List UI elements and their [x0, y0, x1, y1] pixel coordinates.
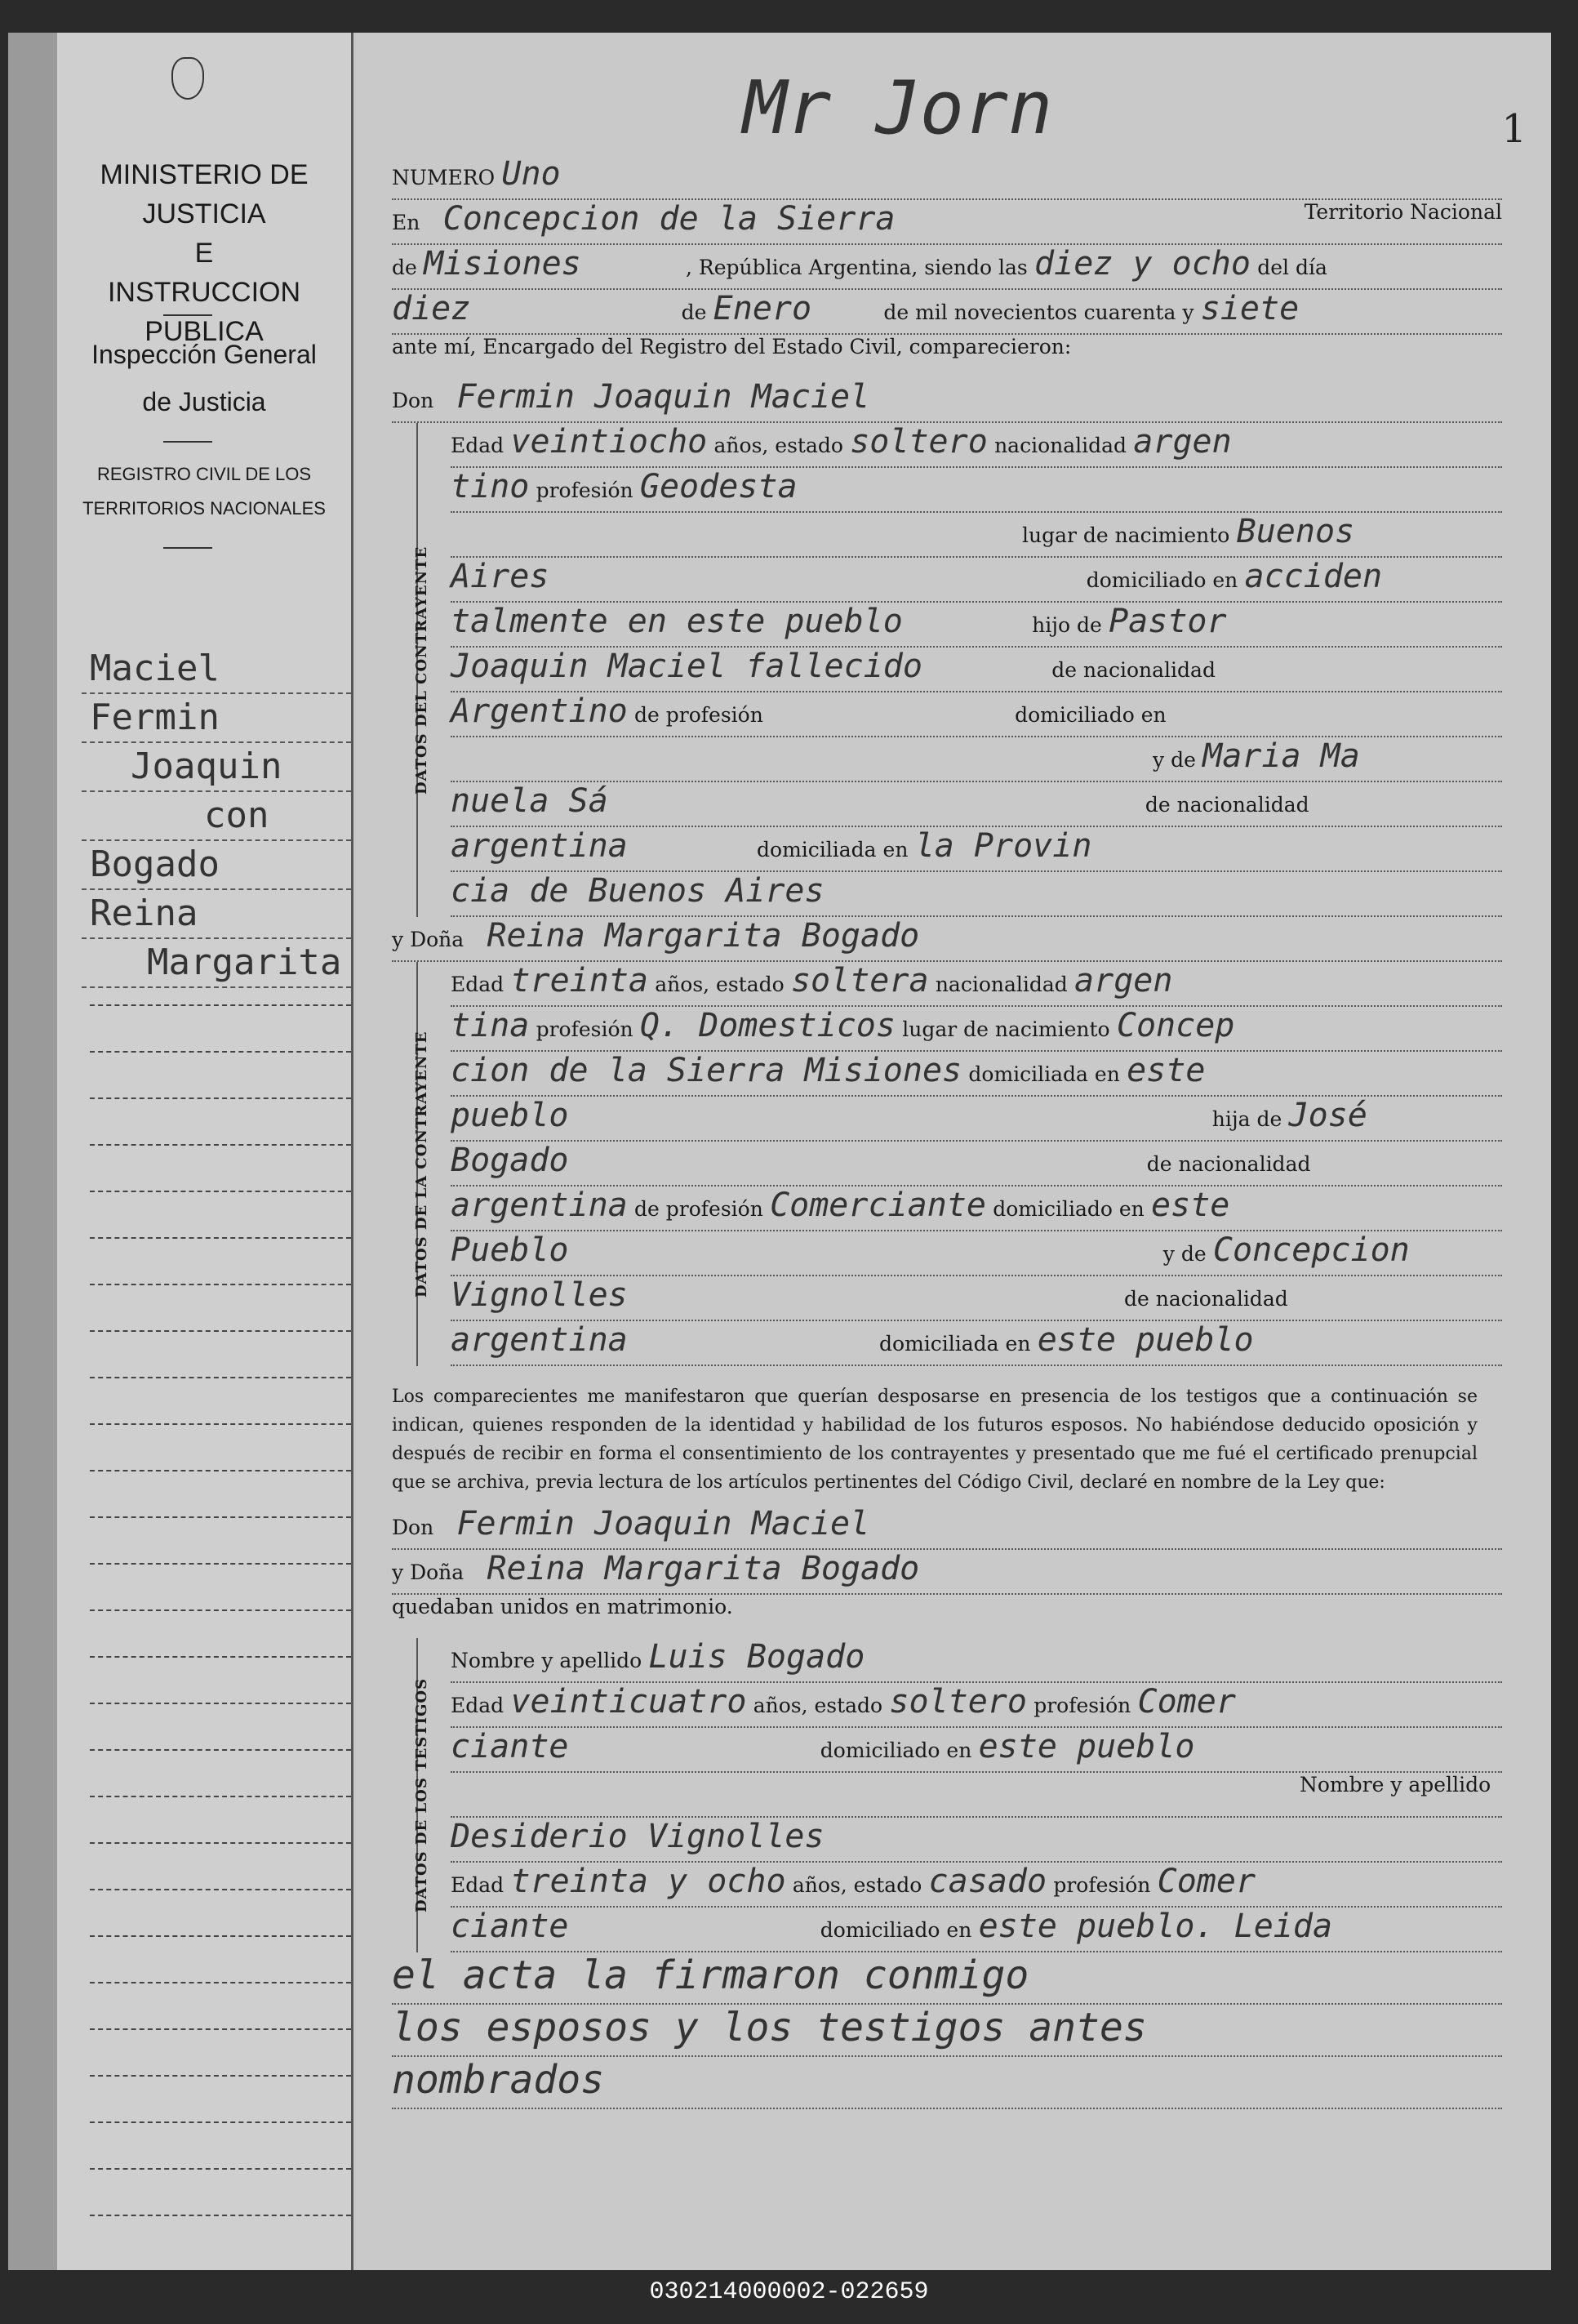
label: de profesión [634, 1197, 763, 1221]
value: este pueblo. Leida [978, 1908, 1333, 1945]
ministry-line: INSTRUCCION PUBLICA [107, 277, 301, 347]
section-title: DATOS DE LOS TESTIGOS [413, 1677, 430, 1913]
value: Luis Bogado [648, 1638, 865, 1676]
value: Vignolles [451, 1276, 628, 1314]
label: de mil novecientos cuarenta y [883, 301, 1194, 324]
value: argentina [451, 1321, 628, 1359]
bride-row [451, 1186, 1502, 1231]
value: Pastor [1109, 603, 1227, 640]
groom-row [451, 513, 1502, 558]
inspection-line: de Justicia [142, 387, 266, 416]
label: hija de [1211, 1107, 1282, 1131]
bride-row [451, 1276, 1502, 1321]
groom-row [451, 648, 1502, 692]
label: nacionalidad [935, 973, 1068, 996]
label: del día [1257, 256, 1327, 279]
label: En [392, 211, 420, 234]
label: Edad [451, 973, 505, 996]
groom-name: Fermin Joaquin Maciel [456, 1505, 870, 1543]
value: este [1127, 1052, 1206, 1089]
label: de nacionalidad [1124, 1287, 1288, 1311]
place: Concepcion de la Sierra [442, 200, 896, 238]
register-page [8, 33, 1551, 2270]
value: nuela Sá [451, 782, 608, 820]
value: Joaquin Maciel fallecido [451, 648, 922, 685]
groom-row [451, 603, 1502, 648]
bride-row [451, 1007, 1502, 1052]
value: argentina [451, 827, 628, 865]
label: profesión [1033, 1694, 1131, 1717]
value: Maria Ma [1202, 737, 1360, 775]
label: domiciliado en [1015, 703, 1167, 727]
witness-row [451, 1773, 1502, 1818]
value: Argentino [451, 692, 628, 730]
label: de nacionalidad [1146, 1152, 1311, 1176]
value: argen [1074, 962, 1173, 999]
label: domiciliado en [1086, 568, 1238, 592]
value: la Provin [914, 827, 1092, 865]
label: domiciliado en [820, 1918, 972, 1942]
groom-row [451, 872, 1502, 917]
divider [163, 547, 212, 549]
value: casado [928, 1863, 1047, 1900]
label: Nombre y apellido [1300, 1773, 1491, 1796]
union-groom-line [392, 1505, 1502, 1550]
label: y Doña [392, 928, 465, 951]
margin-note-line: con [82, 792, 351, 841]
value: pueblo [451, 1097, 569, 1134]
label: lugar de nacimiento [902, 1017, 1110, 1041]
registry-line: REGISTRO CIVIL DE LOS [96, 464, 312, 484]
bride-row [451, 1052, 1502, 1097]
groom-section [413, 423, 1502, 917]
margin-note-line: Fermin [82, 694, 351, 743]
value: cia de Buenos Aires [451, 872, 825, 910]
ministry-line: MINISTERIO DE JUSTICIA [100, 159, 309, 229]
label: hijo de [1032, 613, 1102, 637]
groom-row [451, 423, 1502, 468]
label: profesión [1053, 1873, 1151, 1897]
value: argen [1133, 423, 1232, 461]
act-number-line [392, 155, 1502, 200]
margin-note-line: Maciel [82, 645, 351, 694]
label: domiciliada en [757, 838, 909, 861]
binding-spine [8, 33, 57, 2270]
inspection-title [73, 331, 335, 425]
witness-row [451, 1638, 1502, 1683]
value: Geodesta [639, 468, 798, 505]
label: Don [392, 389, 434, 412]
margin-note-line: Bogado [82, 841, 351, 890]
groom-row [451, 827, 1502, 872]
union-bride-line [392, 1550, 1502, 1595]
value: Q. Domesticos [639, 1007, 896, 1044]
label: de nacionalidad [1051, 658, 1216, 682]
margin-note [82, 645, 351, 988]
value: Desiderio Vignolles [451, 1818, 825, 1855]
act-number: Uno [501, 155, 561, 193]
bride-section [413, 962, 1502, 1366]
label: domiciliado en [820, 1739, 972, 1762]
coat-of-arms-icon [171, 57, 204, 100]
value: soltero [850, 423, 988, 461]
label: ante mí, Encargado del Registro del Estado Civil, comparecieron: [392, 335, 1072, 358]
closing-line [392, 2057, 1502, 2109]
bride-row [451, 1142, 1502, 1186]
image-caption: 030214000002-022659 [649, 2278, 929, 2306]
act-body [392, 155, 1502, 2109]
label: Don [392, 1516, 434, 1539]
hour: diez y ocho [1034, 245, 1251, 283]
ante-line [392, 335, 1502, 378]
witness-row [451, 1908, 1502, 1952]
label: , República Argentina, siendo las [686, 256, 1028, 279]
label: Edad [451, 434, 505, 457]
year: siete [1200, 290, 1300, 327]
sidebar [8, 33, 353, 2270]
label: años, estado [655, 973, 785, 996]
value: nombrados [392, 2057, 605, 2103]
label: domiciliada en [879, 1332, 1031, 1356]
value: Pueblo [451, 1231, 569, 1269]
label: de nacionalidad [1145, 793, 1309, 817]
value: el acta la firmaron conmigo [392, 1952, 1029, 1998]
union-closing-line [392, 1595, 1502, 1638]
value: veinticuatro [510, 1683, 747, 1721]
value: Concep [1116, 1007, 1235, 1044]
label: Edad [451, 1694, 505, 1717]
bride-row [451, 1321, 1502, 1366]
value: este pueblo [1037, 1321, 1254, 1359]
value: veintiocho [510, 423, 708, 461]
registry-title [73, 457, 335, 526]
witness-row [451, 1818, 1502, 1863]
groom-line [392, 378, 1502, 423]
value: Aires [451, 558, 549, 595]
value: tino [451, 468, 530, 505]
label: NUMERO [392, 166, 496, 189]
value: soltera [790, 962, 929, 999]
value: acciden [1244, 558, 1383, 595]
registry-line: TERRITORIOS NACIONALES [82, 498, 326, 519]
value: tina [451, 1007, 530, 1044]
label: y Doña [392, 1560, 465, 1584]
margin-note-line: Reina [82, 890, 351, 939]
value: cion de la Sierra Misiones [451, 1052, 962, 1089]
value: Concepcion [1212, 1231, 1410, 1269]
label: quedaban unidos en matrimonio. [392, 1595, 733, 1618]
value: treinta [510, 962, 649, 999]
label: y de [1162, 1242, 1207, 1266]
month: Enero [713, 290, 812, 327]
inspection-line: Inspección General [91, 340, 317, 369]
day: diez [392, 290, 471, 327]
witness-section [413, 1638, 1502, 1952]
ministry-line: E [194, 238, 214, 269]
label: años, estado [753, 1694, 883, 1717]
bride-row [451, 962, 1502, 1007]
value: este [1151, 1186, 1230, 1224]
value: ciante [451, 1728, 569, 1765]
groom-name: Fermin Joaquin Maciel [456, 378, 870, 416]
bride-name: Reina Margarita Bogado [487, 1550, 920, 1587]
value: argentina [451, 1186, 628, 1224]
place-line [392, 200, 1502, 245]
value: Buenos [1236, 513, 1355, 550]
label: Edad [451, 1873, 505, 1897]
page-number: 1 [1501, 106, 1527, 152]
label: de profesión [634, 703, 763, 727]
bride-line [392, 917, 1502, 962]
closing-line [392, 2005, 1502, 2057]
label: profesión [536, 479, 633, 502]
label: y de [1153, 748, 1196, 772]
groom-row [451, 737, 1502, 782]
witness-row [451, 1863, 1502, 1908]
label: de [681, 301, 707, 324]
value: este pueblo [978, 1728, 1195, 1765]
closing-line [392, 1952, 1502, 2005]
margin-note-line: Margarita [82, 939, 351, 988]
groom-row [451, 782, 1502, 827]
label: años, estado [713, 434, 843, 457]
bride-row [451, 1097, 1502, 1142]
divider [163, 314, 212, 316]
margin-blank-lines [90, 959, 351, 2216]
label: años, estado [792, 1873, 922, 1897]
label: lugar de nacimiento [1022, 523, 1230, 547]
bride-name: Reina Margarita Bogado [487, 917, 920, 955]
province-line [392, 245, 1502, 290]
value: José [1288, 1097, 1367, 1134]
margin-note-line: Joaquin [82, 743, 351, 792]
ministry-title [73, 155, 335, 351]
witness-row [451, 1683, 1502, 1728]
label: de [392, 256, 417, 279]
label: profesión [536, 1017, 633, 1041]
declaration-paragraph: Los comparecientes me manifestaron que querían desposarse en presencia de los testigos que a continuación se indican, quienes responden de la identidad y habilidad de los futuros esposos. No habiéndose deducido oposición y después de recibir en forma el consentimiento de los contrayentes y presentado que me fué el certificado prenupcial que se archiva, previa lectura de los artículos pertinentes del Código Civil, declaré en nombre de la Ley que: [392, 1387, 1478, 1493]
groom-row [451, 468, 1502, 513]
label: Nombre y apellido [451, 1649, 642, 1672]
value: soltero [889, 1683, 1027, 1721]
value: Comerciante [770, 1186, 986, 1224]
section-title: DATOS DEL CONTRAYENTE [413, 545, 430, 795]
value: Bogado [451, 1142, 569, 1179]
section-title: DATOS DE LA CONTRAYENTE [413, 1031, 430, 1298]
groom-row [451, 558, 1502, 603]
value: ciante [451, 1908, 569, 1945]
value: Comer [1137, 1683, 1236, 1721]
value: treinta y ocho [510, 1863, 786, 1900]
divider [163, 441, 212, 443]
label: domiciliada en [968, 1062, 1120, 1086]
value: los esposos y los testigos antes [392, 2005, 1147, 2050]
groom-row [451, 692, 1502, 737]
date-line [392, 290, 1502, 335]
witness-row [451, 1728, 1502, 1773]
value: talmente en este pueblo [451, 603, 903, 640]
label: Territorio Nacional [1304, 200, 1502, 224]
value: Comer [1157, 1863, 1256, 1900]
label: nacionalidad [994, 434, 1127, 457]
bride-row [451, 1231, 1502, 1276]
label: domiciliado en [993, 1197, 1145, 1221]
province: Misiones [424, 245, 581, 283]
top-signature: Mr Jorn [743, 65, 1053, 151]
